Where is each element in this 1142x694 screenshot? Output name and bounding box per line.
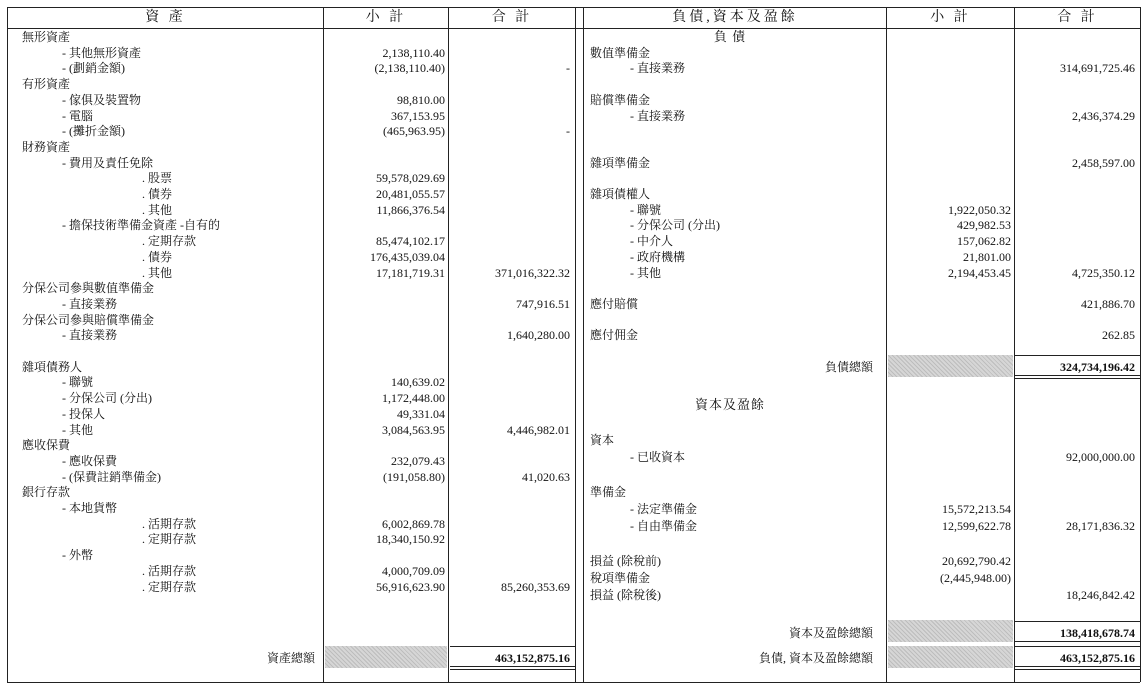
assets-total-label: 資產總額 <box>266 651 315 665</box>
asset-row-subtotal: 56,916,623.90 <box>376 579 445 594</box>
total-line <box>1015 669 1140 670</box>
liab-row-label: 應付賠償 <box>590 296 639 311</box>
asset-row-total: 4,446,982.01 <box>507 422 570 437</box>
col-line <box>1140 7 1141 682</box>
total-line <box>1015 646 1140 647</box>
asset-row-label: . 債券 <box>142 187 173 201</box>
asset-row-subtotal: 98,810.00 <box>397 92 445 107</box>
asset-row-total: 41,020.63 <box>522 469 570 484</box>
asset-row-label: - 其他 <box>62 422 93 437</box>
asset-row-label: 分保公司參與數值準備金 <box>22 281 155 296</box>
col-line <box>575 7 576 682</box>
frame-top <box>7 7 1140 8</box>
shaded-cell <box>325 646 447 668</box>
capital-row-subtotal: 12,599,622.78 <box>942 519 1011 534</box>
asset-row-subtotal: 20,481,055.57 <box>376 187 445 201</box>
asset-row-label: - 電腦 <box>62 108 93 123</box>
asset-row-label: . 定期存款 <box>142 579 197 594</box>
capital-row-label: 資本 <box>590 432 615 447</box>
header-liab-subtotal: 小 計 <box>930 10 971 25</box>
liabilities-total-value: 324,734,196.42 <box>1060 360 1135 374</box>
asset-row-label: - 分保公司 (分出) <box>62 391 152 406</box>
total-line <box>450 669 575 670</box>
col-line <box>7 7 8 682</box>
total-line <box>450 666 575 667</box>
liab-row-label: - 中介人 <box>630 234 673 249</box>
liab-row-total: 262.85 <box>1102 328 1135 343</box>
header-underline <box>7 28 1140 29</box>
asset-row-label: - 其他無形資產 <box>62 45 141 60</box>
liab-row-label: 負 債 <box>713 29 747 44</box>
asset-row-label: . 定期存款 <box>142 532 197 547</box>
asset-row-label: - 外幣 <box>62 548 93 563</box>
asset-row-subtotal: (465,963.95) <box>383 124 445 139</box>
asset-row-subtotal: 17,181,719.31 <box>376 265 445 280</box>
capital-row-total: 92,000,000.00 <box>1066 449 1135 464</box>
asset-row-label: . 活期存款 <box>142 563 197 578</box>
asset-row-label: 銀行存款 <box>22 485 71 500</box>
asset-row-subtotal: 3,084,563.95 <box>382 422 445 437</box>
asset-row-total: 85,260,353.69 <box>501 579 570 594</box>
liab-row-subtotal: 157,062.82 <box>957 234 1011 249</box>
asset-row-subtotal: 6,002,869.78 <box>382 516 445 531</box>
total-line <box>1015 378 1140 379</box>
col-line <box>583 7 584 682</box>
total-line <box>450 646 575 647</box>
asset-row-label: 雜項債務人 <box>22 359 83 374</box>
grand-total-label: 負債, 資本及盈餘總額 <box>758 651 873 665</box>
capital-row-label: 準備金 <box>590 484 627 499</box>
asset-row-subtotal: 59,578,029.69 <box>376 171 445 186</box>
asset-row-label: 應收保費 <box>22 438 71 453</box>
asset-row-label: . 其他 <box>142 202 173 217</box>
asset-row-subtotal: 4,000,709.09 <box>382 563 445 578</box>
asset-row-subtotal: 176,435,039.04 <box>370 249 445 264</box>
asset-row-label: 財務資產 <box>22 139 71 154</box>
asset-row-label: - (攤折金額) <box>62 124 125 139</box>
asset-row-label: . 股票 <box>142 171 173 186</box>
capital-row-label: 損益 (除稅後) <box>590 588 661 603</box>
grand-total-value: 463,152,875.16 <box>1060 651 1135 665</box>
asset-row-label: - 費用及責任免除 <box>62 155 153 170</box>
asset-row-total: 747,916.51 <box>516 296 570 311</box>
asset-row-total: 371,016,322.32 <box>495 265 570 280</box>
asset-row-label: 有形資產 <box>22 77 71 92</box>
asset-row-subtotal: 367,153.95 <box>391 108 445 123</box>
liab-row-label: 雜項準備金 <box>590 155 651 170</box>
asset-row-subtotal: 232,079.43 <box>391 453 445 468</box>
liab-row-total: 421,886.70 <box>1081 296 1135 311</box>
asset-row-subtotal: 18,340,150.92 <box>376 532 445 547</box>
total-line <box>1015 641 1140 642</box>
liab-row-total: 2,458,597.00 <box>1072 155 1135 170</box>
capital-row-subtotal: 15,572,213.54 <box>942 501 1011 516</box>
total-line <box>1015 355 1140 356</box>
liab-row-label: - 聯號 <box>630 202 661 217</box>
asset-row-subtotal: 49,331.04 <box>397 406 445 421</box>
shaded-cell <box>888 646 1013 668</box>
liab-row-label: 賠償準備金 <box>590 92 651 107</box>
header-assets-total: 合 計 <box>491 10 533 25</box>
asset-row-subtotal: 11,866,376.54 <box>376 202 445 217</box>
asset-row-label: - 傢俱及裝置物 <box>62 92 141 107</box>
capital-total-label: 資本及盈餘總額 <box>788 626 873 640</box>
liabilities-total-label: 負債總額 <box>824 360 873 374</box>
liab-row-label: - 分保公司 (分出) <box>630 218 720 233</box>
liab-row-subtotal: 1,922,050.32 <box>948 202 1011 217</box>
asset-row-subtotal: 85,474,102.17 <box>376 234 445 249</box>
asset-row-label: 無形資產 <box>22 30 71 44</box>
total-line <box>1015 375 1140 376</box>
asset-row-total: 1,640,280.00 <box>507 328 570 343</box>
capital-row-label: 損益 (除稅前) <box>590 553 661 568</box>
capital-row-total: 28,171,836.32 <box>1066 519 1135 534</box>
asset-row-label: - 本地貨幣 <box>62 501 117 515</box>
header-liabilities: 負債,資本及盈餘 <box>672 10 798 25</box>
asset-row-label: - 應收保費 <box>62 453 117 468</box>
liab-row-subtotal: 21,801.00 <box>963 249 1011 264</box>
asset-row-label: . 活期存款 <box>142 516 197 531</box>
liab-row-total: 314,691,725.46 <box>1060 61 1135 76</box>
capital-row-label: - 法定準備金 <box>630 501 697 516</box>
liab-row-subtotal: 429,982.53 <box>957 218 1011 233</box>
header-assets: 資 產 <box>145 10 186 25</box>
asset-row-subtotal: 140,639.02 <box>391 375 445 390</box>
asset-row-label: - 直接業務 <box>62 328 117 343</box>
liab-row-label: 數值準備金 <box>590 45 651 60</box>
asset-row-label: - 聯號 <box>62 375 93 390</box>
asset-row-label: . 定期存款 <box>142 234 197 249</box>
asset-row-subtotal: 1,172,448.00 <box>382 391 445 406</box>
capital-total-value: 138,418,678.74 <box>1060 626 1135 640</box>
asset-row-total: - <box>566 124 570 139</box>
asset-row-label: - (保費註銷準備金) <box>62 469 161 484</box>
liab-row-label: - 其他 <box>630 265 661 280</box>
asset-row-label: - 擔保技術準備金資產 -自有的 <box>62 218 220 233</box>
asset-row-subtotal: 2,138,110.40 <box>382 45 445 60</box>
asset-row-subtotal: (2,138,110.40) <box>374 61 445 76</box>
total-line <box>1015 666 1140 667</box>
liab-row-label: - 直接業務 <box>630 61 685 76</box>
asset-row-label: - (劃銷金額) <box>62 61 125 76</box>
shaded-cell <box>888 355 1013 377</box>
capital-row-label: - 自由準備金 <box>630 519 697 534</box>
capital-row-total: 18,246,842.42 <box>1066 588 1135 603</box>
frame-bottom <box>7 682 1140 683</box>
capital-row-label: 資本及盈餘 <box>694 397 765 412</box>
total-line <box>1015 621 1140 622</box>
asset-row-label: . 其他 <box>142 265 173 280</box>
liab-row-label: - 政府機構 <box>630 249 685 264</box>
capital-row-label: - 已收資本 <box>630 449 685 464</box>
shaded-cell <box>888 620 1013 642</box>
capital-row-label: 稅項準備金 <box>590 571 651 585</box>
capital-row-subtotal: (2,445,948.00) <box>940 571 1011 585</box>
asset-row-label: 分保公司參與賠償準備金 <box>22 312 155 327</box>
liab-row-label: - 直接業務 <box>630 108 685 123</box>
asset-row-subtotal: (191,058.80) <box>383 469 445 484</box>
liab-row-subtotal: 2,194,453.45 <box>948 265 1011 280</box>
liab-row-label: 應付佣金 <box>590 328 639 343</box>
assets-total-value: 463,152,875.16 <box>495 651 570 665</box>
asset-row-label: - 投保人 <box>62 406 105 421</box>
asset-row-label: - 直接業務 <box>62 296 117 311</box>
capital-row-subtotal: 20,692,790.42 <box>942 553 1011 568</box>
liab-row-total: 4,725,350.12 <box>1072 265 1135 280</box>
header-assets-subtotal: 小 計 <box>365 10 407 25</box>
liab-row-label: 雜項債權人 <box>590 187 651 201</box>
asset-row-total: - <box>566 61 570 76</box>
header-liab-total: 合 計 <box>1057 10 1098 25</box>
asset-row-label: . 債券 <box>142 249 173 264</box>
liab-row-total: 2,436,374.29 <box>1072 108 1135 123</box>
